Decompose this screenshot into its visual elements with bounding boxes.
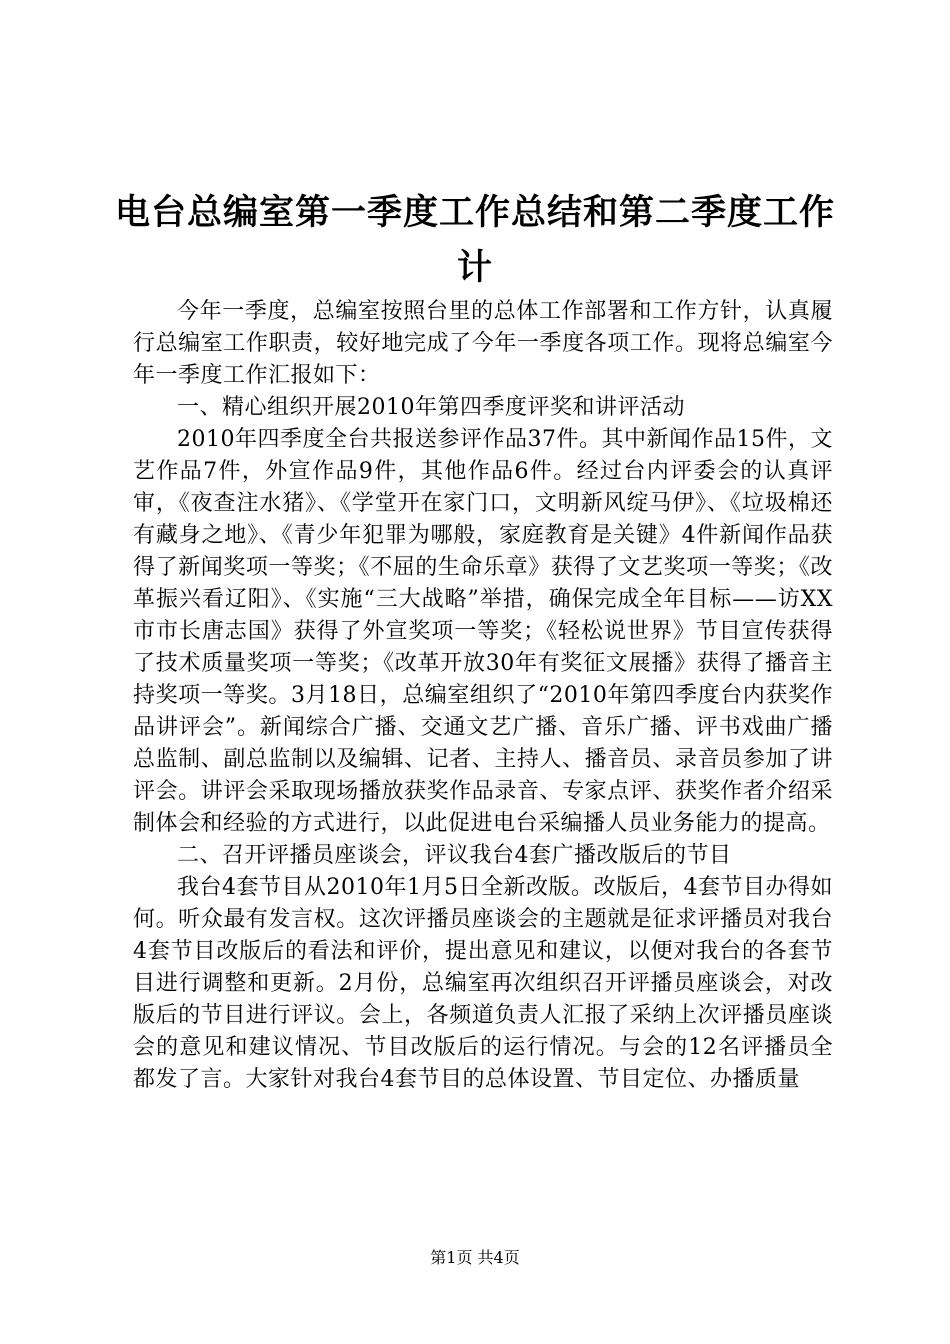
section-heading-2: 二、召开评播员座谈会，评议我台4套广播改版后的节目: [177, 843, 732, 868]
document-body: [133, 296, 833, 1096]
page-footer: 第1页 共4页: [430, 1248, 520, 1267]
body-paragraph: 我台4套节目从2010年1月5日全新改版。改版后，4套节目办得如何。听众最有发言权。这次评播员座谈会的主题就是征求评播员对我台4套节目改版后的看法和评价，提出意见和建议，以便对我台的各套节目进行调整和更新。2月份，总编室再次组织召开评播员座谈会，对改版后的节目进行评议。会上，各频道负责人汇报了采纳上次评播员座谈会的意见和建议情况、节目改版后的运行情况。与会的12名评播员全都发了言。大家针对我台4套节目的总体设置、节目定位、办播质量: [133, 875, 833, 1092]
title-line-1: 电台总编室第一季度工作总结和第二季度工作: [114, 193, 835, 233]
section-heading-1: 一、精心组织开展2010年第四季度评奖和讲评活动: [177, 395, 685, 420]
intro-paragraph: 今年一季度，总编室按照台里的总体工作部署和工作方针，认真履行总编室工作职责，较好地完成了今年一季度各项工作。现将总编室今年一季度工作汇报如下：: [133, 299, 833, 388]
title-line-2: 计: [456, 248, 493, 288]
document-title: [100, 186, 850, 296]
body-paragraph: 2010年四季度全台共报送参评作品37件。其中新闻作品15件，文艺作品7件，外宣作品9件，其他作品6件。经过台内评委会的认真评审，《夜查注水猪》、《学堂开在家门口，文明新风绽马伊》、《垃圾棉还有藏身之地》、《青少年犯罪为哪般，家庭教育是关键》4件新闻作品获得了新闻奖项一等奖；《不屈的生命乐章》获得了文艺奖项一等奖；《改革振兴看辽阳》、《实施“三大战略”举措，确保完成全年目标——访XX市市长唐志国》获得了外宣奖项一等奖；《轻松说世界》节目宣传获得了技术质量奖项一等奖；《改革开放30年有奖征文展播》获得了播音主持奖项一等奖。3月18日，总编室组织了“2010年第四季度台内获奖作品讲评会”。新闻综合广播、交通文艺广播、音乐广播、评书戏曲广播总监制、副总监制以及编辑、记者、主持人、播音员、录音员参加了讲评会。讲评会采取现场播放获奖作品录音、专家点评、获奖作者介绍采制体会和经验的方式进行，以此促进电台采编播人员业务能力的提高。: [133, 427, 833, 836]
